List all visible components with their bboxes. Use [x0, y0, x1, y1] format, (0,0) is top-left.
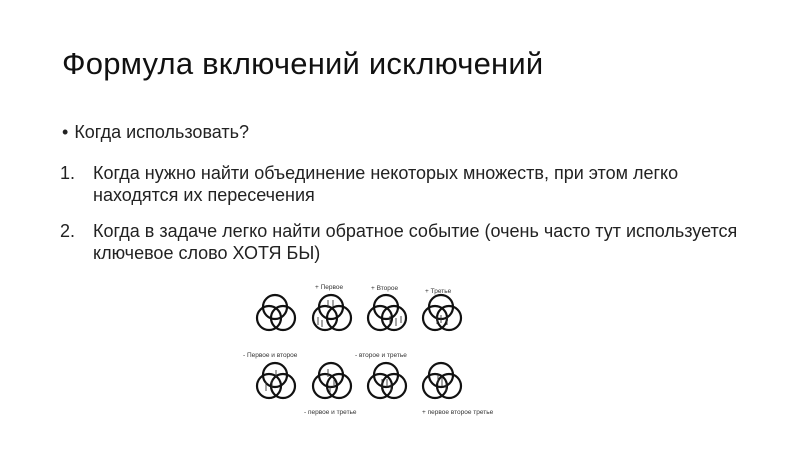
item-text: Когда в задаче легко найти обратное событие (очень часто тут используется ключевое слово ХОТЯ БЫ) [93, 221, 738, 263]
label-first-third: - первое и третье [304, 409, 357, 416]
label-third: + Третье [425, 288, 452, 295]
venn-diagram-illustration [238, 280, 518, 430]
label-all-three: + первое второе третье [422, 409, 494, 416]
bullet-dot: • [62, 122, 69, 142]
venn-group-plain [257, 295, 295, 330]
item-number: 1. [60, 163, 76, 183]
venn-group-second [368, 295, 406, 330]
label-second: + Второе [371, 285, 399, 292]
venn-group-first [313, 295, 351, 330]
venn-group-first-third [313, 363, 351, 398]
numbered-item-2 [60, 220, 760, 264]
bullet-question [62, 122, 249, 143]
numbered-item-1 [60, 162, 760, 206]
venn-group-first-second [257, 363, 295, 398]
venn-diagram-svg [238, 280, 518, 430]
item-number: 2. [60, 221, 76, 241]
slide-title: Формула включений исключений [62, 46, 544, 81]
bullet-text: Когда использовать? [74, 122, 250, 142]
item-text: Когда нужно найти объединение некоторых множеств, при этом легко находятся их пересечения [93, 163, 679, 205]
label-first: + Первое [315, 284, 344, 291]
label-first-second: - Первое и второе [243, 352, 298, 359]
label-second-third: - второе и третье [355, 352, 407, 359]
venn-group-third [423, 295, 461, 330]
